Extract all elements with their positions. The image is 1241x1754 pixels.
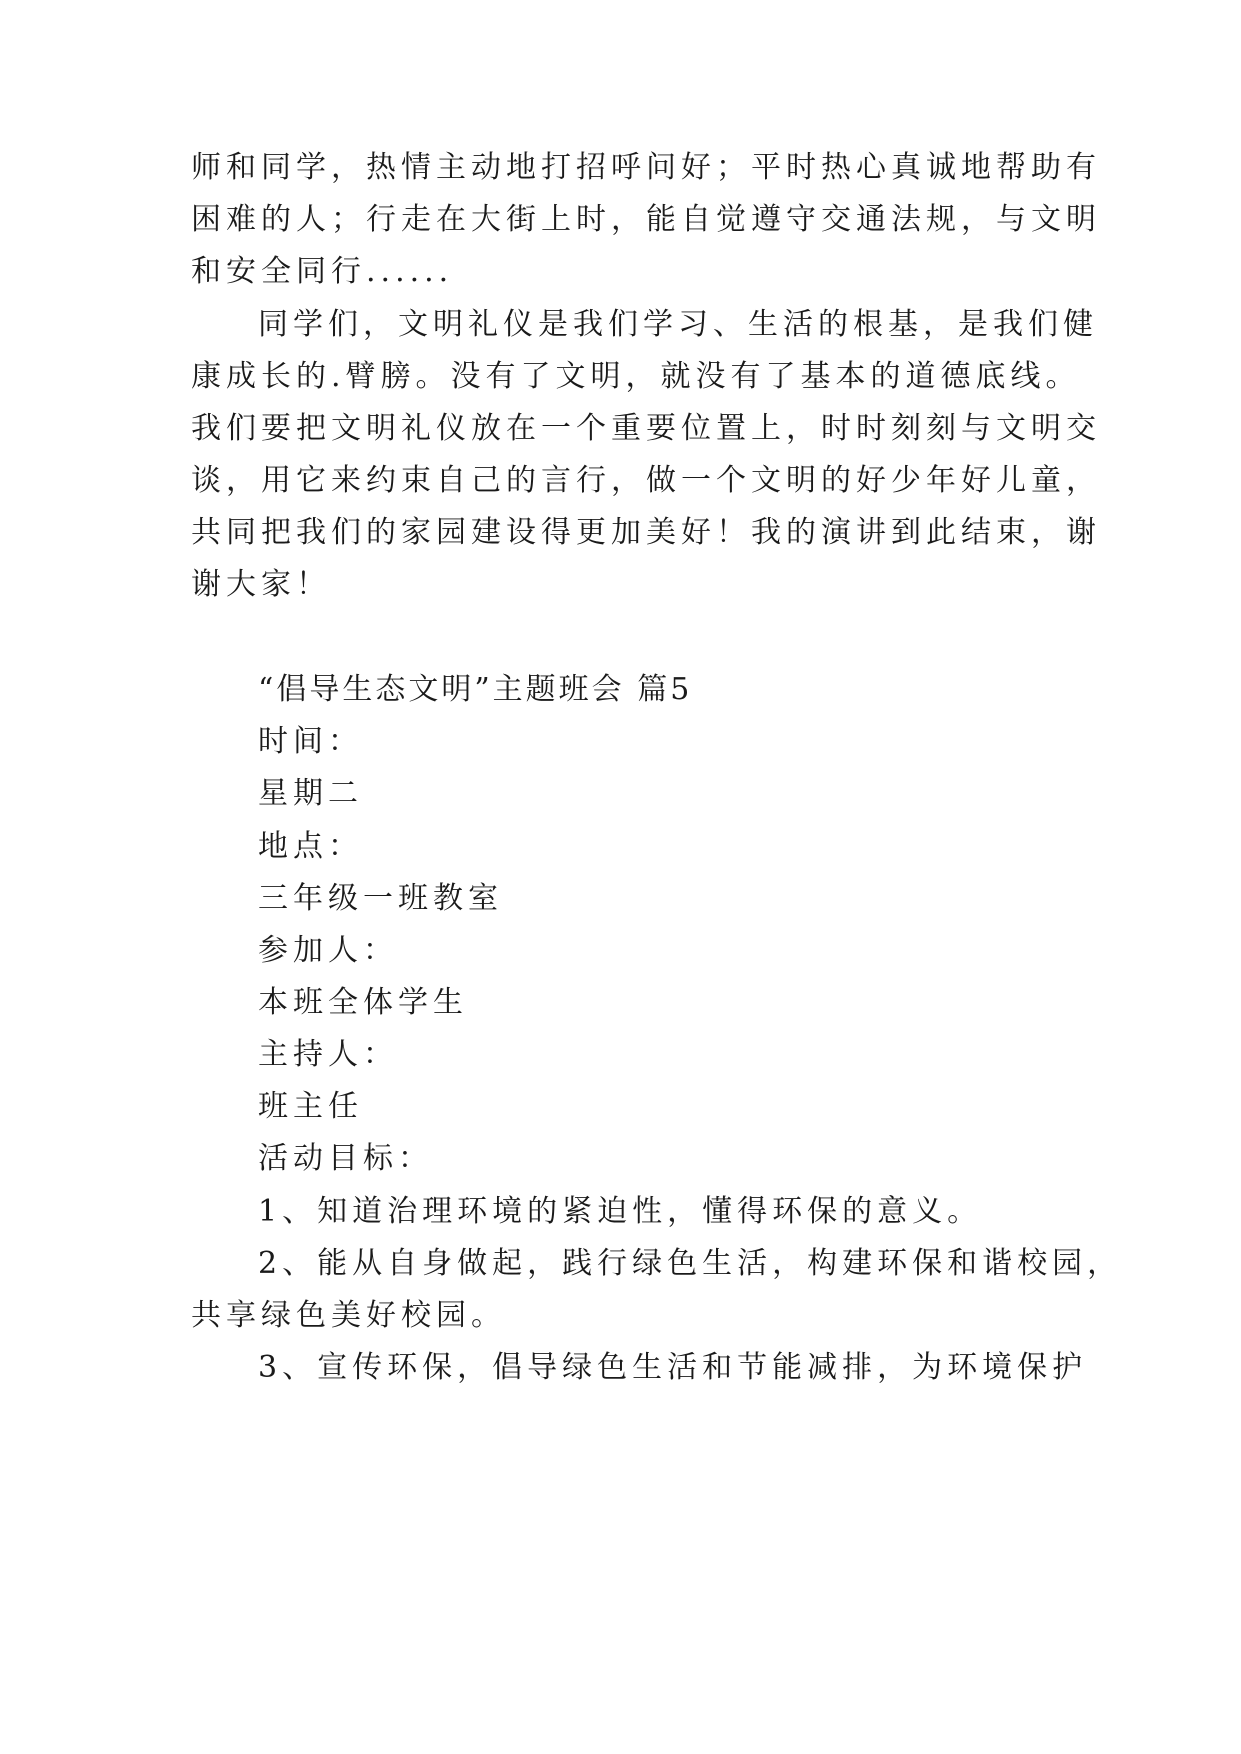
host-value: 班主任: [258, 1089, 363, 1124]
goal-item: 1、知道治理环境的紧迫性，懂得环保的意义。: [258, 1194, 983, 1229]
paragraph-line: 共同把我们的家园建设得更加美好！我的演讲到此结束，谢: [191, 515, 1101, 550]
goal-item: 3、宣传环保，倡导绿色生活和节能减排，为环境保护: [258, 1350, 1088, 1385]
paragraph-line: 师和同学，热情主动地打招呼问好；平时热心真诚地帮助有: [191, 150, 1101, 185]
paragraph-line: 和安全同行......: [191, 254, 454, 289]
paragraph-line: 谢大家！: [191, 567, 331, 602]
paragraph-line: 谈，用它来约束自己的言行，做一个文明的好少年好儿童，: [191, 463, 1101, 498]
time-value: 星期二: [258, 776, 363, 811]
time-label: 时间：: [258, 724, 363, 759]
participants-label: 参加人：: [258, 933, 398, 968]
paragraph-line: 我们要把文明礼仪放在一个重要位置上，时时刻刻与文明交: [191, 411, 1101, 446]
host-label: 主持人：: [258, 1037, 398, 1072]
goal-item-continuation: 共享绿色美好校园。: [191, 1298, 506, 1333]
paragraph-line: 同学们，文明礼仪是我们学习、生活的根基，是我们健: [258, 307, 1098, 342]
goals-label: 活动目标：: [258, 1141, 433, 1176]
participants-value: 本班全体学生: [258, 985, 468, 1020]
paragraph-line: 康成长的.臂膀。没有了文明，就没有了基本的道德底线。: [191, 359, 1081, 394]
place-label: 地点：: [258, 829, 363, 864]
place-value: 三年级一班教室: [258, 881, 503, 916]
section-title: “倡导生态文明”主题班会 篇5: [258, 672, 693, 707]
paragraph-line: 困难的人；行走在大街上时，能自觉遵守交通法规，与文明: [191, 202, 1101, 237]
goal-item: 2、能从自身做起，践行绿色生活，构建环保和谐校园，: [258, 1246, 1123, 1281]
